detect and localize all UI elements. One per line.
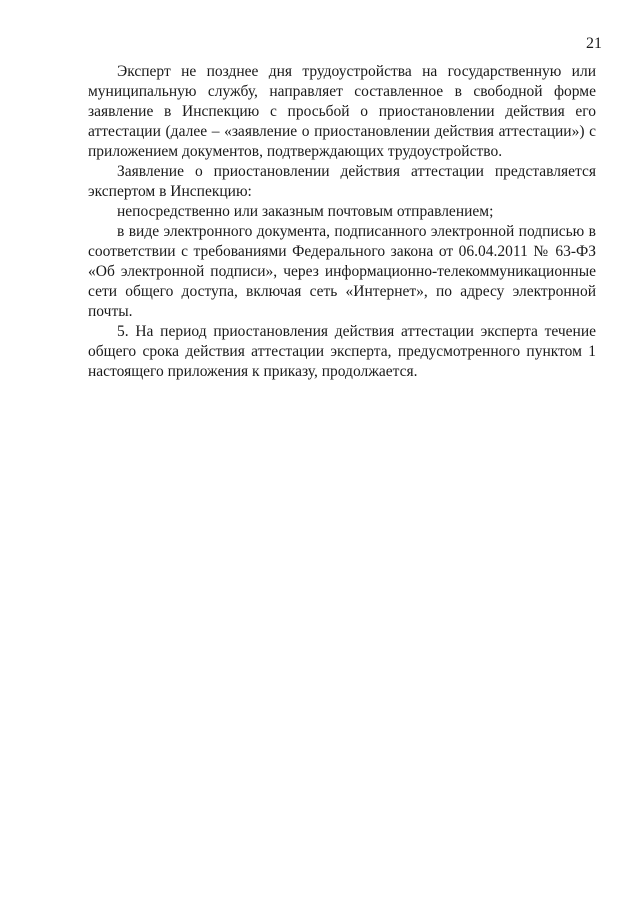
paragraph-application-submission: Заявление о приостановлении действия аттестации представляется экспертом в Инспекцию: bbox=[88, 163, 596, 200]
paragraph-submission-by-mail: непосредственно или заказным почтовым отправлением; bbox=[117, 203, 494, 220]
document-body bbox=[88, 62, 596, 382]
paragraph-item-5: 5. На период приостановления действия аттестации эксперта течение общего срока действия аттестации эксперта, предусмотренного пунктом 1 настоящего приложения к приказу, продолжается. bbox=[88, 323, 596, 380]
page-number: 21 bbox=[586, 35, 602, 52]
paragraph-expert-application: Эксперт не позднее дня трудоустройства на государственную или муниципальную службу, направляет составленное в свободной форме заявление в Инспекцию с просьбой о приостановлении действия его аттестации (далее – «заявление о приостановлении действия аттестации») с приложением документов, подтверждающих трудоустройство. bbox=[88, 63, 596, 160]
paragraph-submission-electronic: в виде электронного документа, подписанного электронной подписью в соответствии с требованиями Федерального закона от 06.04.2011 № 63-ФЗ «Об электронной подписи», через информационно-телекоммуникационные сети общего доступа, включая сеть «Интернет», по адресу электронной почты. bbox=[88, 223, 596, 320]
